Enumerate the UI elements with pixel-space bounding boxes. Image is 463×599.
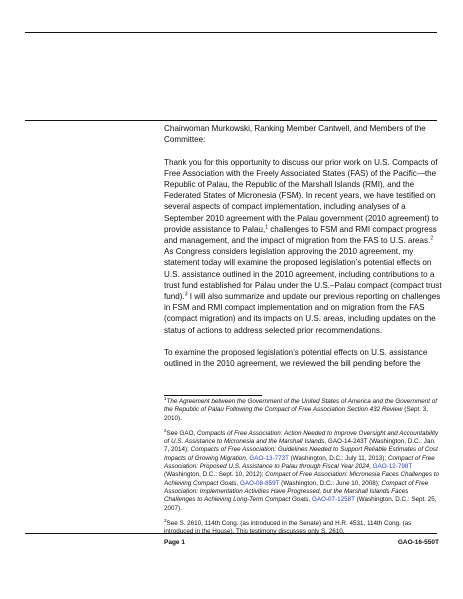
report-link[interactable]: GAO-07-1258T xyxy=(311,496,355,504)
paragraph-intro-text-1: Thank you for this opportunity to discuss our prior work on U.S. Compacts of Free Association with the Freely Associated States (FAS) of the Pacific—the Republic of Palau, the Republic of the Marshall Islands (RMI), and the Federated States of Micronesia (FSM). In recent years, we have testified on several aspects of compact implementation, including analyses of a September 2010 agreement with the Palau government (2010 agreement) to provide assistance to Palau, xyxy=(164,157,439,234)
report-link[interactable]: GAO-08-859T xyxy=(239,479,280,487)
paragraph-intro xyxy=(164,157,442,336)
report-title: Compact of Free Association: Proposed U.S. Assistance to Palau through Fiscal Year 2024 xyxy=(164,454,435,471)
report-title: Compacts of Free Association: Guidelines Needed to Support Reliable Estimates of Cost Impacts of Growing Migration xyxy=(164,446,438,462)
footnote-text: , xyxy=(369,463,373,471)
footnotes xyxy=(164,395,440,543)
footnote-text: See S. 2610, 114th Cong. (as introduced in the Senate) and H.R. 4531, 114th Cong. (as introduced in the House). This testimony discusses only S. 2610. xyxy=(164,519,412,536)
page-number: Page 1 xyxy=(164,539,185,546)
footnote-number: 1 xyxy=(164,395,167,401)
footnote-text: (Washington, D.C.: Sept. 10, 2012); xyxy=(164,471,266,479)
footnote-ref-3: 3 xyxy=(184,291,188,298)
footnote-text: , xyxy=(236,479,240,487)
footnote-text: (Sept. 3, 2010). xyxy=(164,406,429,422)
footnote-ref-2: 2 xyxy=(430,235,434,242)
footnote-ref-1: 1 xyxy=(265,224,269,231)
salutation: Chairwoman Murkowski, Ranking Member Cantwell, and Members of the Committee: xyxy=(164,124,426,145)
report-number: GAO-16-550T xyxy=(397,539,439,546)
footer-rule xyxy=(25,533,437,534)
footnote-separator xyxy=(164,395,262,396)
footnote-number: 2 xyxy=(164,427,167,433)
footnote-text: , GAO-14-243T (Washington, D.C.: Jan. 7, 2014); xyxy=(164,438,436,454)
footnote-1 xyxy=(164,395,440,423)
statement-body xyxy=(164,123,442,381)
paragraph-intro-text-3: As Congress considers legislation approving the 2010 agreement, my statement today will examine the proposed legislation’s potential effects on U.S. assistance outlined in the 2010 agreement, including contributions to a trust fund established for Palau under the U.S.–Palau compact (compact trust fund). xyxy=(164,247,442,302)
report-link[interactable]: GAO-12-798T xyxy=(372,463,413,471)
report-link[interactable]: GAO-13-773T xyxy=(249,454,289,462)
paragraph-intro-text-2: challenges to FSM and RMI compact progress and management, and the impact of migration from the FAS to U.S. areas. xyxy=(164,224,437,246)
report-title: Compact of Free Association: Implementation Activities Have Progressed, but the Marshall Islands Faces Challenges to Achieving Long-Term Compact Goals xyxy=(164,479,429,504)
header-rule xyxy=(25,32,437,33)
footnote-italic: The Agreement between the Government of the United States of America and the Government of the Republic of Palau Following the Compact of Free Association Section 432 Review xyxy=(164,398,437,414)
report-title: Compacts of Free Association: Action Needed to Improve Oversight and Accountability of U.S. Assistance to Micronesia and the Marshall Islands xyxy=(164,429,439,446)
report-title: Compact of Free Association: Micronesia Faces Challenges to Achieving Compact Goals xyxy=(164,471,439,487)
section-rule xyxy=(25,120,437,121)
footnote-text: , xyxy=(245,454,250,462)
footnote-text: (Washington, D.C.: July 11, 2013); xyxy=(288,454,388,462)
footnote-2 xyxy=(164,427,440,513)
paragraph-scope: To examine the proposed legislation’s potential effects on U.S. assistance outlined in the 2010 agreement, we reviewed the bill pending before the xyxy=(164,348,428,369)
footnote-text: See GAO, xyxy=(166,429,197,437)
footnote-text: (Washington, D.C.: June 10, 2008); xyxy=(279,479,382,487)
footnote-text: (Washington, D.C.: Sept. 25, 2007). xyxy=(164,496,437,512)
footnote-text: , xyxy=(308,496,312,504)
paragraph-intro-text-4: I will also summarize and update our previous reporting on challenges in FSM and RMI compact implementation and on migration from the FAS (compact migration) and its impacts on U.S. areas, including updates on the status of actions to address selected prior recommendations. xyxy=(164,292,441,335)
footnote-number: 3 xyxy=(164,517,167,523)
